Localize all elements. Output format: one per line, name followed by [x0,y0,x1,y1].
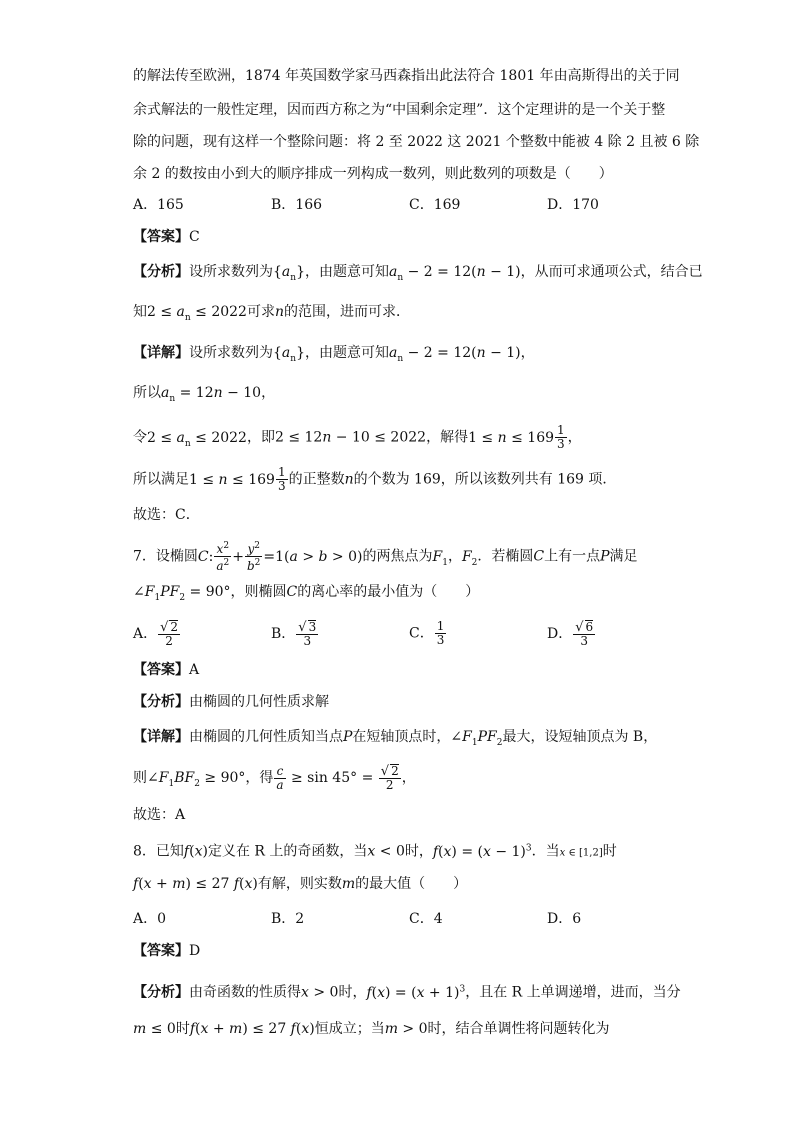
text: 最大，设短轴顶点为 B， [502,729,658,745]
formula: $F_1$ [432,548,448,568]
answer-value: C [189,229,200,245]
text: 时， [404,843,433,860]
text: ，即 [246,429,275,446]
text: ，则椭圆 [230,584,287,600]
q7-detail-line-1 [133,727,657,753]
formula: m > 0 [384,1021,428,1037]
formula: P [343,729,353,745]
text: 的离心率的最小值为（ ） [297,584,480,600]
text: 所以满足 [133,471,189,488]
formula: 1 ≤ n ≤ 169 $\frac{1}{3}$ [468,423,565,451]
formula: $\frac{c}{a}$ ≥ sin 45° = $\frac{√ 2}{2}$ [276,763,399,792]
text: 令 [133,429,147,446]
formula: $2 \le a_n \le 2022$ [147,304,247,323]
q8-analysis-line-1 [133,979,681,1003]
formula: m ≤ 0 [133,1021,176,1037]
formula: $\angle F_1PF_2$ [450,729,503,748]
formula: f(x + m) ≤ 27 f(x) [189,1021,315,1037]
text: 由椭圆的几何性质知当点 [189,729,343,745]
formula: m [341,876,356,892]
answer-tag: 【答案】 [133,662,189,678]
text: 时， [338,984,367,1001]
q6-detail-line-1 [133,343,535,369]
q7-option-b: B． $\frac{√ 3}{3}$ [271,620,317,648]
text: 恒成立；当 [314,1021,385,1037]
formula: x ∈ [1,2] [559,847,603,859]
formula: $F_2$ [461,548,478,568]
formula: f(x + m) ≤ 27 f(x) [133,876,258,892]
intro-line-2: 余式解法的一般性定理，因而西方称之为“中国剩余定理”．这个定理讲的是一个关于整 [133,102,666,118]
text: ， [567,429,582,446]
intro-line-3: 除的问题，现有这样一个整除问题：将 2 至 2022 这 2021 个整数中能被 4 除 2 且被 6 除 [133,134,700,150]
intro-line-4: 余 2 的数按由小到大的顺序排成一列构成一数列，则此数列的项数是（ ） [133,166,613,182]
text: 在短轴顶点时， [352,729,451,745]
option-label: A． [133,626,158,642]
q7-detail-line-2 [133,764,416,794]
formula: $f(x) = (x - 1)^3$ [432,843,532,860]
text: ， [401,770,416,786]
analysis-tag: 【分析】 [133,984,189,1001]
q7-stem-line-1 [133,540,638,573]
text: 时，结合单调性将问题转化为 [427,1021,610,1037]
formula: C [286,584,298,600]
q7-stem-line-2 [133,582,479,608]
text: ，且在 R 上单调递增，进而，当分 [465,984,681,1001]
analysis-tag: 【分析】 [133,264,189,280]
text: 的两焦点为 [362,548,433,565]
intro-line-1: 的解法传至欧洲，1874 年英国数学家马西森指出此法符合 1801 年由高斯得出的关于同 [133,68,680,84]
formula: $\{a_n\}$ [273,264,305,283]
formula: n [344,471,354,488]
text: ，得 [245,770,274,786]
q6-conclusion: 故选：C． [133,507,200,523]
text: 的个数为 169，所以该数列共有 169 项． [353,471,617,488]
text: ，从而可求通项公式，结合已 [520,264,703,280]
text: ．当 [531,843,560,860]
option-label: D． [547,626,573,642]
q6-analysis-line-1 [133,262,703,288]
answer-value: A [189,662,200,678]
text: 所以 [133,385,161,401]
formula: $a_n = 12n - 10$ [161,385,262,404]
formula: $\angle F_1PF_2 = 90^\circ$ [133,584,231,603]
q7-conclusion: 故选：A [133,807,186,823]
text: 有解，则实数 [257,876,342,892]
answer-value: D [189,943,201,959]
q8-analysis-line-2 [133,1019,610,1039]
q7-answer [133,660,199,680]
text: 满足 [609,548,638,565]
text: 上有一点 [544,548,601,565]
formula: x < 0 [367,843,405,860]
q7-analysis [133,692,329,712]
text: ， [520,345,535,361]
q7-option-a: A． $\frac{√ 2}{2}$ [133,620,179,648]
text: ， [447,548,462,565]
text: 的最大值（ ） [355,876,468,892]
q6-option-d: D．170 [547,197,599,213]
q8-option-c: C．4 [409,911,443,927]
answer-tag: 【答案】 [133,229,189,245]
formula: 2 ≤ 12n − 10 ≤ 2022 [274,429,427,446]
q8-stem-line-1 [133,838,617,864]
detail-tag: 【详解】 [133,729,189,745]
option-label: C． [409,625,434,642]
text: ，由题意可知 [305,264,389,280]
q6-analysis-line-2 [133,302,410,328]
q8-option-d: D．6 [547,911,582,927]
text: 的范围，进而可求． [284,304,410,320]
text: 时 [175,1021,190,1037]
formula: $a_n - 2 = 12(n - 1)$ [389,264,521,283]
formula: $a_n - 2 = 12(n - 1)$ [389,345,521,364]
text: ，由题意可知 [305,345,389,361]
formula: P [600,548,610,565]
text: 由椭圆的几何性质求解 [189,694,329,710]
formula: C: $\frac{x^2}{a^2}$ + $\frac{y^2}{b^2}$ =1(a > b > 0) [197,541,363,573]
q8-option-b: B．2 [271,911,305,927]
text: 可求 [246,304,275,320]
formula: n [274,304,284,320]
text: 8．已知 [133,843,184,860]
q6-detail-line-4 [133,466,616,493]
text: 定义在 R 上的奇函数，当 [207,843,368,860]
formula: $\{a_n\}$ [273,345,305,364]
analysis-tag: 【分析】 [133,694,189,710]
q6-detail-line-2 [133,383,275,409]
formula: C [533,548,545,565]
text: 由奇函数的性质得 [189,984,301,1001]
q8-answer [133,941,200,961]
text: 的正整数 [288,471,345,488]
q7-options [133,620,633,656]
text: 时 [602,843,617,860]
q6-detail-line-3 [133,424,582,453]
text: 则 [133,770,147,786]
text: 设所求数列为 [189,264,273,280]
text: ，解得 [426,429,469,446]
formula: f(x) [183,843,208,860]
answer-tag: 【答案】 [133,943,189,959]
formula: x > 0 [301,984,339,1001]
q8-stem-line-2 [133,874,467,894]
formula: $f(x) = (x + 1)^3$ [366,984,466,1001]
formula: $2 \le a_n \le 2022$ [147,429,247,449]
detail-tag: 【详解】 [133,345,189,361]
q6-option-a: A．165 [133,197,184,213]
q7-option-c: C． $\frac{1}{3}$ [409,619,445,647]
text: 7．设椭圆 [133,548,198,565]
formula: $\angle F_1BF_2 \ge 90^\circ$ [147,770,246,789]
q7-option-d: D． $\frac{√ 6}{3}$ [547,620,594,648]
text: 知 [133,304,147,320]
q6-answer [133,227,200,247]
q8-option-a: A．0 [133,911,167,927]
formula: 1 ≤ n ≤ 169 $\frac{1}{3}$ [189,465,286,493]
text: ， [261,385,276,401]
option-label: B． [271,626,296,642]
q6-option-c: C．169 [409,197,461,213]
text: 设所求数列为 [189,345,273,361]
q6-option-b: B．166 [271,197,323,213]
text: ．若椭圆 [477,548,534,565]
